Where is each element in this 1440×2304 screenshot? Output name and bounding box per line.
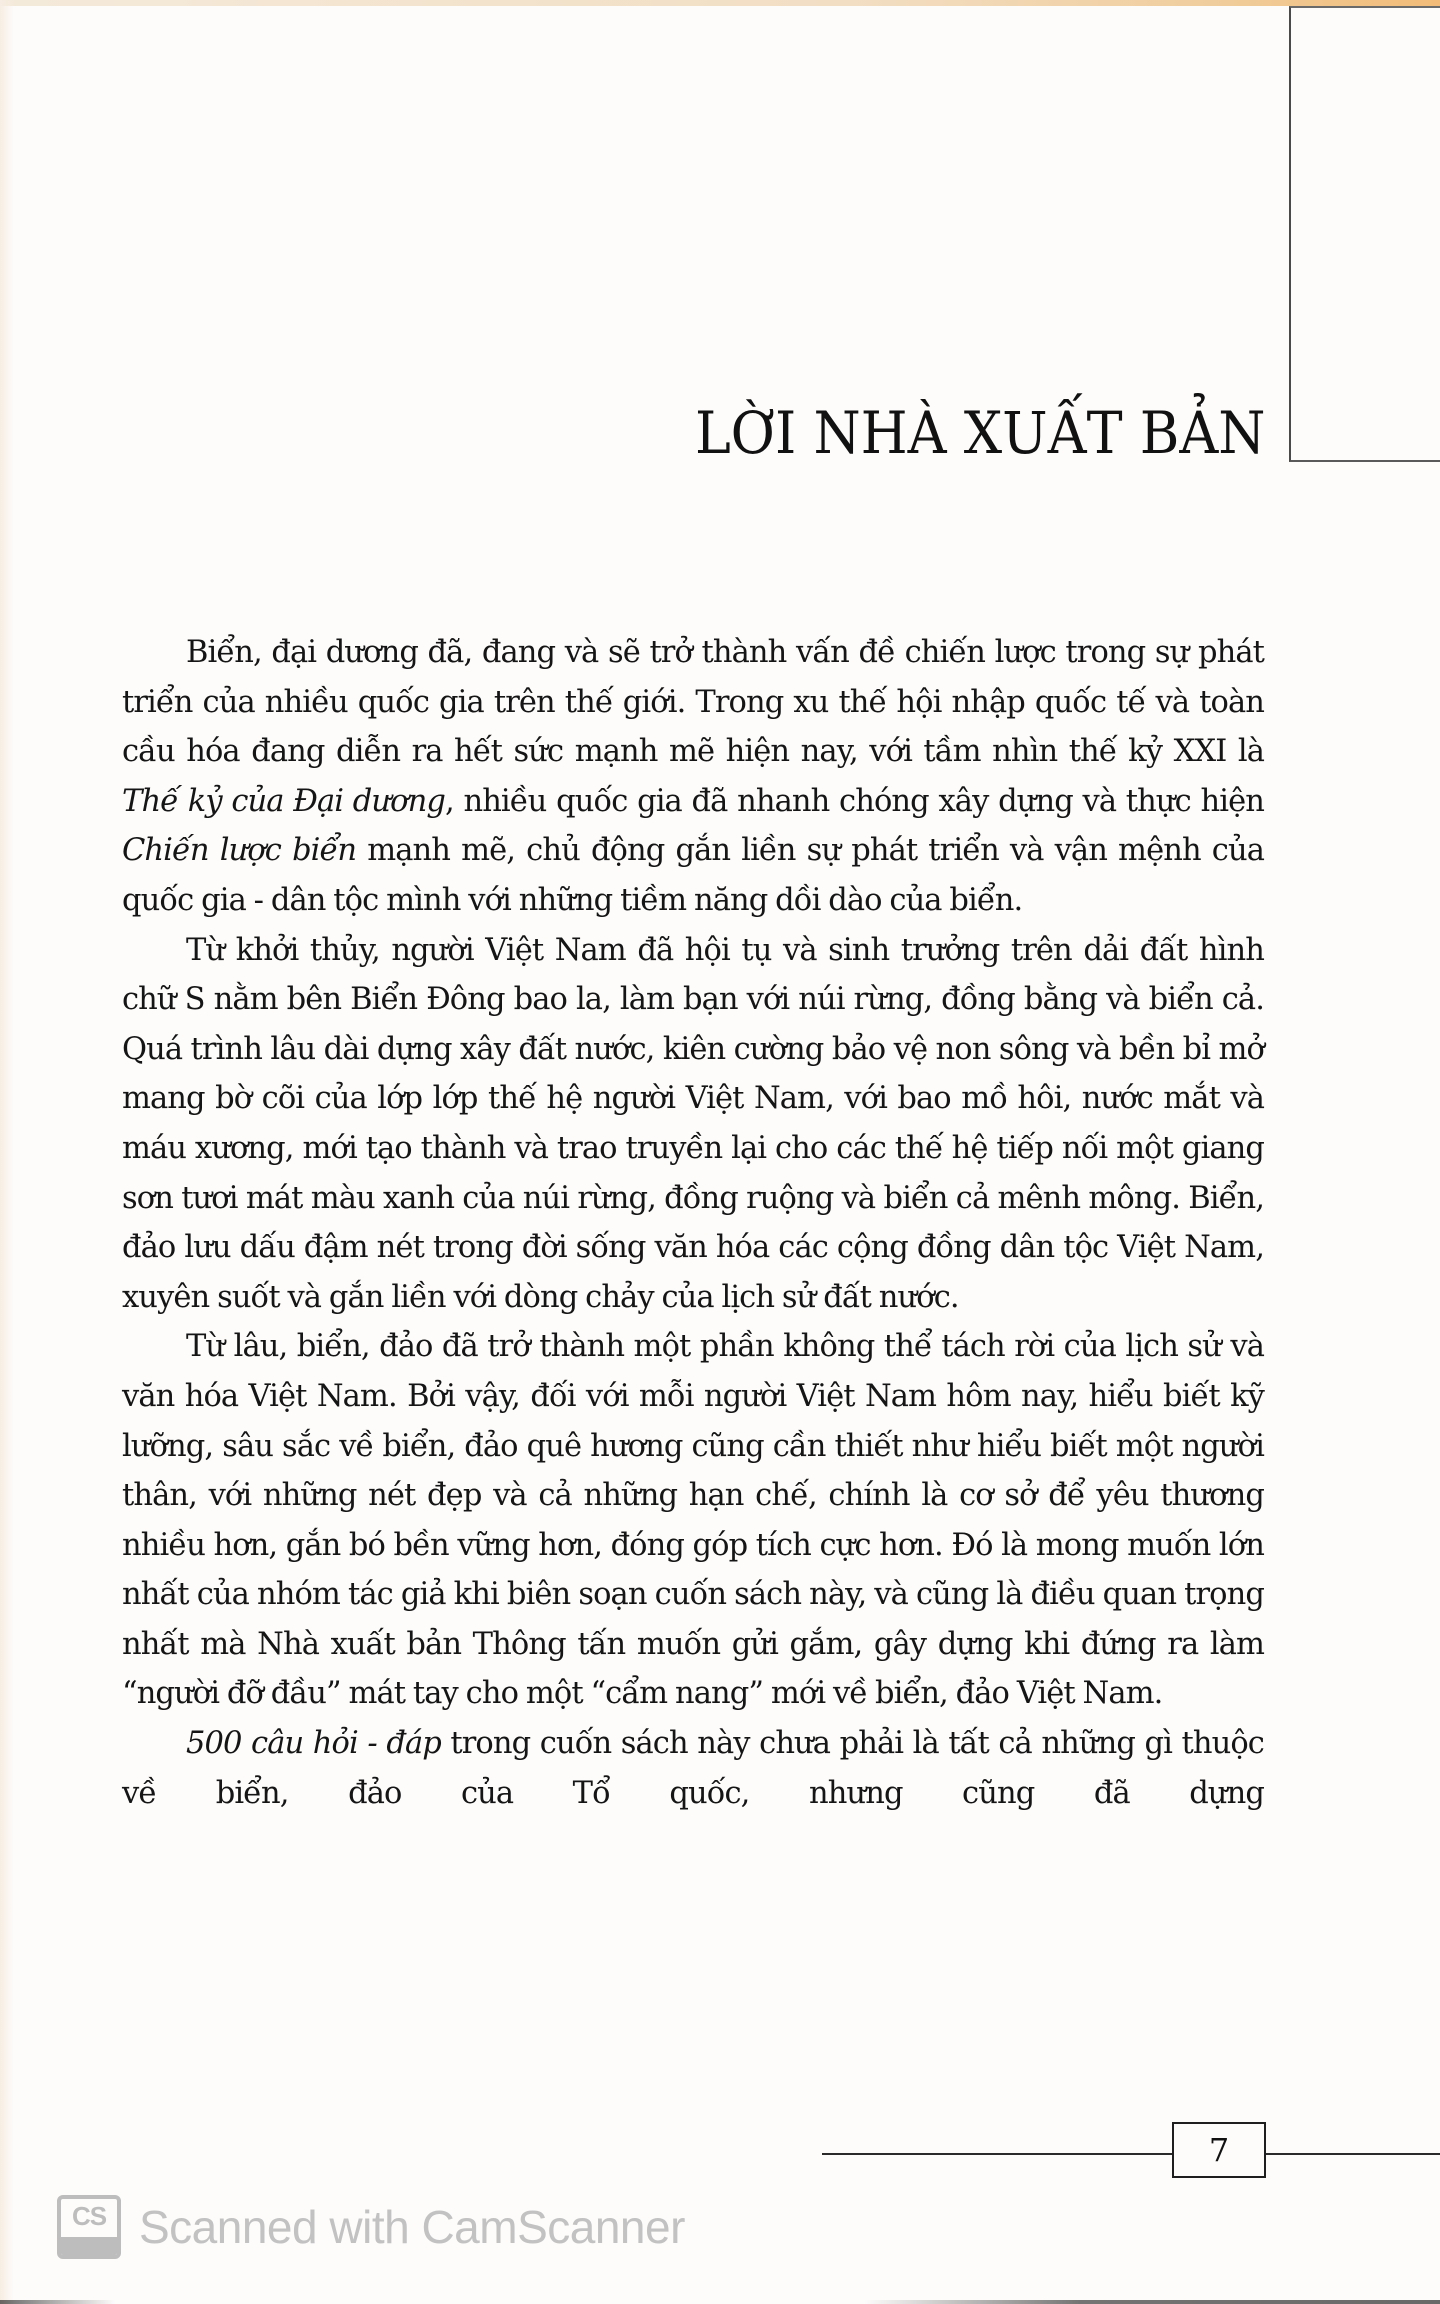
watermark-text: Scanned with CamScanner	[139, 2201, 685, 2253]
paragraph	[122, 628, 1264, 926]
paragraph-text: Từ khởi thủy, người Việt Nam đã hội tụ và sinh trưởng trên dải đất hình chữ S nằm bên Biển Đông bao la, làm bạn với núi rừng, đồng bằng và biển cả. Quá trình lâu dài dựng xây đất nước, kiên cường bảo vệ non sông và bền bỉ mở mang bờ cõi của lớp lớp thế hệ người Việt Nam, với bao mồ hôi, nước mắt và máu xương, mới tạo thành và trao truyền lại cho các thế hệ tiếp nối một giang sơn tươi mát màu xanh của núi rừng, đồng ruộng và biển cả mênh mông. Biển, đảo lưu dấu đậm nét trong đời sống văn hóa các cộng đồng dân tộc Việt Nam, xuyên suốt và gắn liền với dòng chảy của lịch sử đất nước.	[122, 932, 1264, 1315]
scan-left-edge	[0, 0, 14, 2304]
paragraph-text: , nhiều quốc gia đã nhanh chóng xây dựng và thực hiện	[444, 783, 1264, 819]
camscanner-logo-icon	[57, 2195, 121, 2259]
camscanner-watermark	[57, 2195, 685, 2259]
italic-phrase: Chiến lược biển	[122, 833, 357, 869]
page-number	[1172, 2122, 1266, 2178]
italic-phrase: Thế kỷ của Đại dương	[122, 783, 445, 819]
corner-decorative-frame	[1289, 6, 1440, 462]
footer-rule-left	[822, 2153, 1172, 2155]
paragraph-text: trong cuốn sách này chưa phải là tất cả những gì thuộc về biển, đảo của Tổ quốc, nhưng cũng đã dựng	[122, 1726, 1264, 1811]
paragraph-text: mạnh mẽ, chủ động gắn liền sự phát triển và vận mệnh của quốc gia - dân tộc mình với những tiềm năng dồi dào của biển.	[122, 833, 1265, 918]
paragraph-text: Từ lâu, biển, đảo đã trở thành một phần không thể tách rời của lịch sử và văn hóa Việt Nam. Bởi vậy, đối với mỗi người Việt Nam hôm nay, hiểu biết kỹ lưỡng, sâu sắc về biển, đảo quê hương cũng cần thiết như hiểu biết một người thân, với những nét đẹp và cả những hạn chế, chính là cơ sở để yêu thương nhiều hơn, gắn bó bền vững hơn, đóng góp tích cực hơn. Đó là mong muốn lớn nhất của nhóm tác giả khi biên soạn cuốn sách này, và cũng là điều quan trọng nhất mà Nhà xuất bản Thông tấn muốn gửi gắm, gây dựng khi đứng ra làm “người đỡ đầu” mát tay cho một “cẩm nang” mới về biển, đảo Việt Nam.	[122, 1329, 1264, 1712]
paragraph	[122, 1719, 1264, 1818]
italic-phrase: 500 câu hỏi - đáp	[186, 1726, 441, 1762]
camscanner-logo-text: CS	[71, 2201, 107, 2231]
paragraph	[122, 926, 1264, 1323]
page-title: LỜI NHÀ XUẤT BẢN	[695, 399, 1266, 467]
paragraph-text: Biển, đại dương đã, đang và sẽ trở thành vấn đề chiến lược trong sự phát triển của nhiều quốc gia trên thế giới. Trong xu thế hội nhập quốc tế và toàn cầu hóa đang diễn ra hết sức mạnh mẽ hiện nay, với tầm nhìn thế kỷ XXI là	[122, 635, 1264, 770]
scan-bottom-edge	[0, 2300, 1440, 2304]
footer-rule-right	[1266, 2153, 1440, 2155]
scan-top-edge	[0, 0, 1440, 6]
paragraph	[122, 1322, 1264, 1719]
body-text	[122, 628, 1264, 1818]
page-number-text: 7	[1208, 2131, 1230, 2169]
